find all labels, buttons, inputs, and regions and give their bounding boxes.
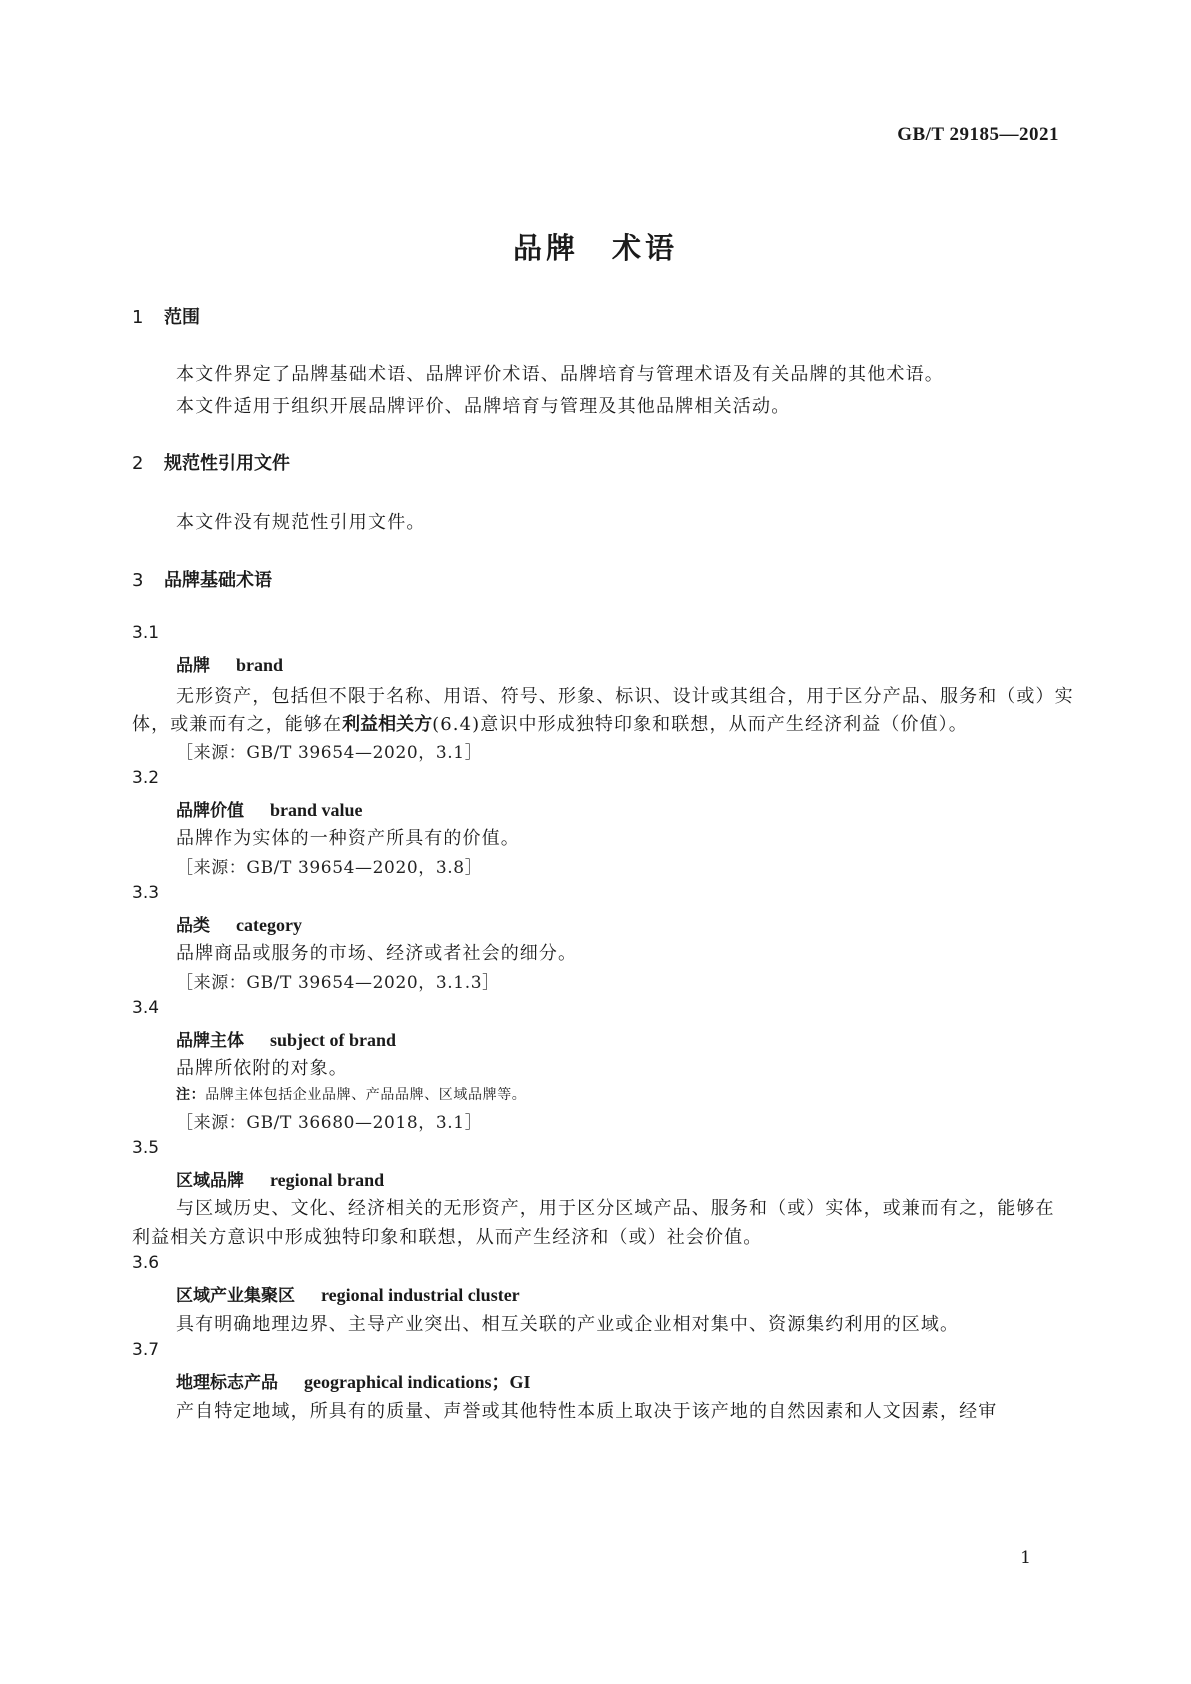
section-title: 规范性引用文件	[164, 453, 290, 474]
term-en: subject of brand	[270, 1030, 397, 1050]
section-number: 2	[132, 453, 144, 474]
term-en: brand	[236, 655, 284, 675]
term-definition-line-2: 利益相关方意识中形成独特印象和联想，从而产生经济和（或）社会价值。	[132, 1227, 763, 1248]
section-heading-normative-references	[132, 449, 290, 475]
section-title: 范围	[164, 307, 200, 328]
term-name	[176, 1166, 384, 1191]
term-en: geographical indications；GI	[304, 1372, 531, 1392]
term-source: ［来源：GB/T 36680—2018，3.1］	[176, 1113, 483, 1133]
term-definition-line-1: 具有明确地理边界、主导产业突出、相互关联的产业或企业相对集中、资源集约利用的区域。	[176, 1314, 960, 1335]
term-number: 3.7	[132, 1340, 160, 1360]
term-definition-line-1: 品牌所依附的对象。	[176, 1058, 348, 1079]
section-heading-basic-terms	[132, 566, 272, 592]
term-name	[176, 651, 283, 676]
document-title: 品牌 术语	[512, 231, 678, 265]
term-zh: 品类	[176, 916, 210, 936]
term-en: regional industrial cluster	[321, 1285, 520, 1305]
term-definition-line-1: 品牌作为实体的一种资产所具有的价值。	[176, 828, 520, 849]
term-definition-line-1: 产自特定地域，所具有的质量、声誉或其他特性本质上取决于该产地的自然因素和人文因素，经审	[176, 1401, 998, 1422]
note-label: 注：	[176, 1087, 206, 1103]
section-number: 3	[132, 570, 144, 591]
term-note	[176, 1084, 526, 1104]
note-text: 品牌主体包括企业品牌、产品品牌、区域品牌等。	[205, 1087, 527, 1103]
term-name	[176, 911, 302, 936]
scope-paragraph-2: 本文件适用于组织开展品牌评价、品牌培育与管理及其他品牌相关活动。	[176, 396, 791, 417]
term-en: category	[236, 915, 302, 935]
term-number: 3.1	[132, 623, 160, 643]
term-zh: 区域产业集聚区	[176, 1286, 295, 1306]
term-name	[176, 1281, 520, 1306]
term-reference-link: 利益相关方	[342, 714, 433, 735]
term-definition-line-1: 无形资产，包括但不限于名称、用语、符号、形象、标识、设计或其组合，用于区分产品、服务和（或）实	[176, 686, 1074, 707]
term-zh: 地理标志产品	[176, 1373, 278, 1393]
section-number: 1	[132, 307, 144, 328]
term-name	[176, 1026, 396, 1051]
term-zh: 品牌	[176, 656, 210, 676]
term-definition-line-2: 体，或兼而有之，能够在利益相关方(6.4)意识中形成独特印象和联想，从而产生经济利益（价值）。	[132, 714, 968, 735]
term-en: regional brand	[270, 1170, 385, 1190]
term-zh: 品牌主体	[176, 1031, 244, 1051]
term-definition-line-1: 与区域历史、文化、经济相关的无形资产，用于区分区域产品、服务和（或）实体，或兼而有之，能够在	[176, 1198, 1055, 1219]
term-source: ［来源：GB/T 39654—2020，3.1］	[176, 743, 483, 763]
term-zh: 区域品牌	[176, 1171, 244, 1191]
term-definition-line-1: 品牌商品或服务的市场、经济或者社会的细分。	[176, 943, 578, 964]
term-number: 3.2	[132, 768, 160, 788]
term-number: 3.5	[132, 1138, 160, 1158]
term-name	[176, 1368, 531, 1394]
term-en: brand value	[270, 800, 363, 820]
term-zh: 品牌价值	[176, 801, 244, 821]
page-number: 1	[1020, 1548, 1031, 1568]
term-name	[176, 796, 363, 821]
standard-code: GB/T 29185—2021	[897, 124, 1059, 145]
term-number: 3.3	[132, 883, 160, 903]
section-heading-scope	[132, 303, 200, 329]
term-source: ［来源：GB/T 39654—2020，3.1.3］	[176, 973, 500, 993]
scope-paragraph-1: 本文件界定了品牌基础术语、品牌评价术语、品牌培育与管理术语及有关品牌的其他术语。	[176, 364, 944, 385]
term-number: 3.4	[132, 998, 160, 1018]
normative-paragraph: 本文件没有规范性引用文件。	[176, 512, 426, 533]
term-source: ［来源：GB/T 39654—2020，3.8］	[176, 858, 483, 878]
term-number: 3.6	[132, 1253, 160, 1273]
section-title: 品牌基础术语	[164, 570, 272, 591]
